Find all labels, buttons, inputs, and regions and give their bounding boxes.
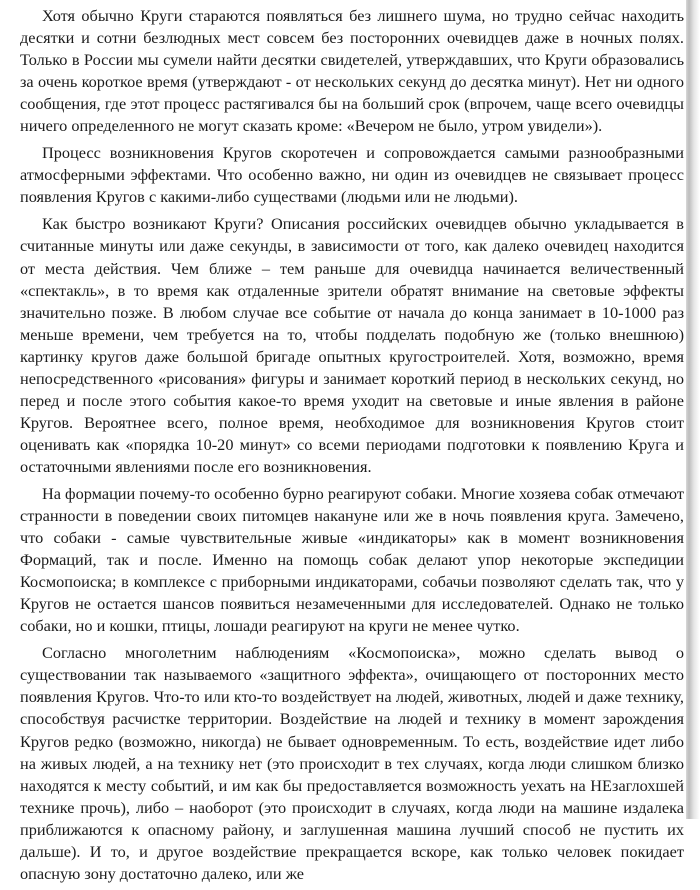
paragraph-3: Как быстро возникают Круги? Описания российских очевидцев обычно укладывается в считанные минуты или даже секунды, в зависимости от того, как далеко очевидец находится от места действия. Чем ближе – тем раньше для очевидца начинается величественный «спектакль», в то время как отдаленные зрители обратят внимание на световые эффекты значительно позже. В любом случае все событие от начала до конца занимает в 10-1000 раз меньше времени, чем требуется на то, чтобы подделать подобную же (только внешнюю) картинку кругов даже большой бригаде опытных кругостроителей. Хотя, возможно, время непосредственного «рисования» фигуры и занимает короткий период в нескольких секунд, но перед и после этого события какое-то время уходит на световые и иные явления в районе Кругов. Вероятнее всего, полное время, необходимое для возникновения Кругов стоит оценивать как «порядка 10-20 минут» со всеми периодами подготовки к появлению Круга и остаточными явлениями после его возникновения. bbox=[20, 214, 684, 476]
paragraph-4: На формации почему-то особенно бурно реагируют собаки. Многие хозяева собак отмечают странности в поведении своих питомцев накануне или же в ночь появления круга. Замечено, что собаки - самые чувствительные живые «индикаторы» как в момент возникновения Формаций, так и после. Именно на помощь собак делают упор некоторые экспедиции Космопоиска; в комплексе с приборными индикаторами, собачьи позволяют сделать так, что у Кругов не остается шансов появиться незамеченными для исследователей. Однако не только собаки, но и кошки, птицы, лошади реагируют на круги не менее чутко. bbox=[20, 483, 684, 636]
page-text bbox=[20, 5, 684, 890]
paragraph-2: Процесс возникновения Кругов скоротечен и сопровождается самыми разнообразными атмосферными эффектами. Что особенно важно, ни один из очевидцев не связывает процесс появления Кругов с какими-либо существами (людьми или не людьми). bbox=[20, 143, 684, 207]
paragraph-5: Согласно многолетним наблюдениям «Космопоиска», можно сделать вывод о существовании так называемого «защитного эффекта», очищающего от посторонних место появления Кругов. Что-то или кто-то воздействует на людей, животных, людей и даже технику, способствуя расчистке территории. Воздействие на людей и технику в момент зарождения Кругов редко (возможно, никогда) не бывает одновременным. То есть, воздействие идет либо на живых людей, а на технику нет (это происходит в тех случаях, когда люди слишком близко находятся к месту событий, и им как бы предоставляется возможность уехать на НЕзаглохшей технике прочь), либо – наоборот (это происходит в случаях, когда люди на машине издалека приближаются к опасному району, и заглушенная машина лучший способ не пустить их дальше). И то, и другое воздействие прекращается вскоре, как только человек покидает опасную зону достаточно далеко, или же bbox=[20, 643, 684, 883]
page-edge-shadow bbox=[686, 0, 700, 819]
paragraph-1: Хотя обычно Круги стараются появляться без лишнего шума, но трудно сейчас находить десятки и сотни безлюдных мест совсем без посторонних очевидцев даже в ночных полях. Только в России мы сумели найти десятки свидетелей, утверждавших, что Круги образовались за очень короткое время (утверждают - от нескольких секунд до десятка минут). Нет ни одного сообщения, где этот процесс растягивался бы на больший срок (впрочем, чаще всего очевидцы ничего определенного не могут сказать кроме: «Вечером не было, утром увидели»). bbox=[20, 6, 684, 136]
